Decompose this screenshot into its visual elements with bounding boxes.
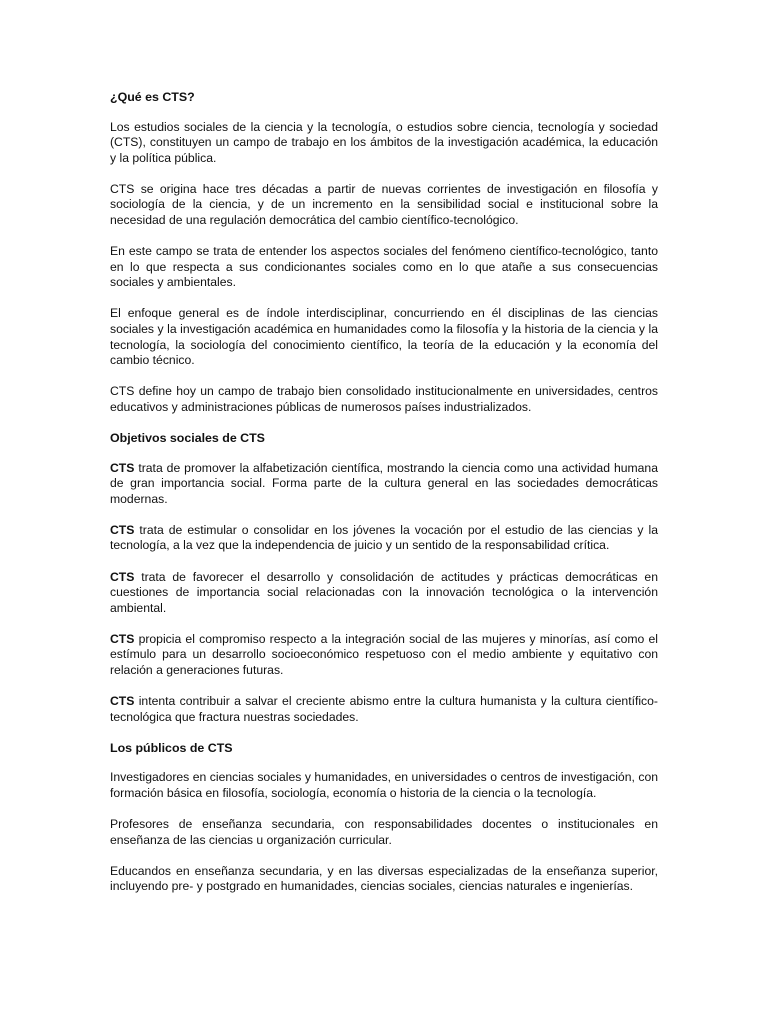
section-heading: Los públicos de CTS bbox=[110, 740, 233, 755]
paragraph bbox=[110, 461, 658, 508]
paragraph-text: CTS define hoy un campo de trabajo bien consolidado institucionalmente en universidades, centros educativos y administraciones públicas de numerosos países industrializados. bbox=[110, 384, 658, 414]
paragraph-text: El enfoque general es de índole interdisciplinar, concurriendo en él disciplinas de las ciencias sociales y la investigación académica en humanidades como la filosofía y la historia de la ciencia y la tecnología, la sociología del conocimiento científico, la teoría de la educación y la economía del cambio técnico. bbox=[110, 306, 658, 368]
paragraph-text: intenta contribuir a salvar el creciente abismo entre la cultura humanista y la cultura científico-tecnológica que fractura nuestras sociedades. bbox=[110, 694, 658, 724]
paragraph bbox=[110, 182, 658, 229]
paragraph-text: trata de estimular o consolidar en los jóvenes la vocación por el estudio de las ciencias y la tecnología, a la vez que la independencia de juicio y un sentido de la responsabilidad crítica. bbox=[110, 522, 658, 553]
section-objetivos-sociales bbox=[110, 431, 658, 725]
paragraph-text: propicia el compromiso respecto a la integración social de las mujeres y minorías, así como el estímulo para un desarrollo socioeconómico respetuoso con el medio ambiente y equitativo con relación a generaciones futuras. bbox=[110, 631, 658, 678]
paragraph-text: Educandos en enseñanza secundaria, y en las diversas especializadas de la enseñanza superior, incluyendo pre- y postgrado en humanidades, ciencias sociales, ciencias naturales e ingenierías. bbox=[110, 863, 658, 894]
paragraph bbox=[110, 694, 658, 725]
paragraph-lead: CTS bbox=[110, 694, 135, 709]
document-page bbox=[110, 90, 658, 910]
paragraph-lead: CTS bbox=[110, 631, 135, 646]
paragraph-text: CTS se origina hace tres décadas a partir de nuevas corrientes de investigación en filosofía y sociología de la ciencia, y de un incremento en la sensibilidad social e institucional sobre la necesidad de una regulación democrática del cambio científico-tecnológico. bbox=[110, 181, 658, 228]
paragraph bbox=[110, 384, 658, 415]
paragraph-text: Investigadores en ciencias sociales y humanidades, en universidades o centros de investigación, con formación básica en filosofía, sociología, economía o historia de la ciencia o la tecnología. bbox=[110, 770, 658, 800]
paragraph bbox=[110, 523, 658, 554]
paragraph bbox=[110, 864, 658, 895]
section-que-es-cts bbox=[110, 90, 658, 416]
section-heading: ¿Qué es CTS? bbox=[110, 90, 195, 104]
paragraph bbox=[110, 770, 658, 801]
paragraph-lead: CTS bbox=[110, 522, 135, 537]
paragraph-text: Profesores de enseñanza secundaria, con responsabilidades docentes o institucionales en enseñanza de las ciencias u organización curricular. bbox=[110, 817, 658, 847]
paragraph bbox=[110, 632, 658, 679]
paragraph-text: Los estudios sociales de la ciencia y la tecnología, o estudios sobre ciencia, tecnología y sociedad (CTS), constituyen un campo de trabajo en los ámbitos de la investigación académica, la educación y la política pública. bbox=[110, 119, 658, 165]
paragraph bbox=[110, 570, 658, 617]
section-heading: Objetivos sociales de CTS bbox=[110, 431, 265, 445]
paragraph bbox=[110, 817, 658, 848]
paragraph-text: En este campo se trata de entender los aspectos sociales del fenómeno científico-tecnológico, tanto en lo que respecta a sus condicionantes sociales como en lo que atañe a sus consecuencias sociales y ambientales. bbox=[110, 244, 658, 290]
paragraph bbox=[110, 120, 658, 167]
paragraph-lead: CTS bbox=[110, 460, 135, 475]
section-publicos bbox=[110, 741, 658, 895]
paragraph-text: trata de favorecer el desarrollo y consolidación de actitudes y prácticas democráticas en cuestiones de importancia social relacionadas con la innovación tecnológica o la intervención ambiental. bbox=[110, 569, 658, 615]
paragraph-text: trata de promover la alfabetización científica, mostrando la ciencia como una actividad humana de gran importancia social. Forma parte de la cultura general en las sociedades democráticas modernas. bbox=[110, 460, 658, 506]
paragraph bbox=[110, 244, 658, 291]
paragraph-lead: CTS bbox=[110, 569, 135, 584]
paragraph bbox=[110, 306, 658, 368]
